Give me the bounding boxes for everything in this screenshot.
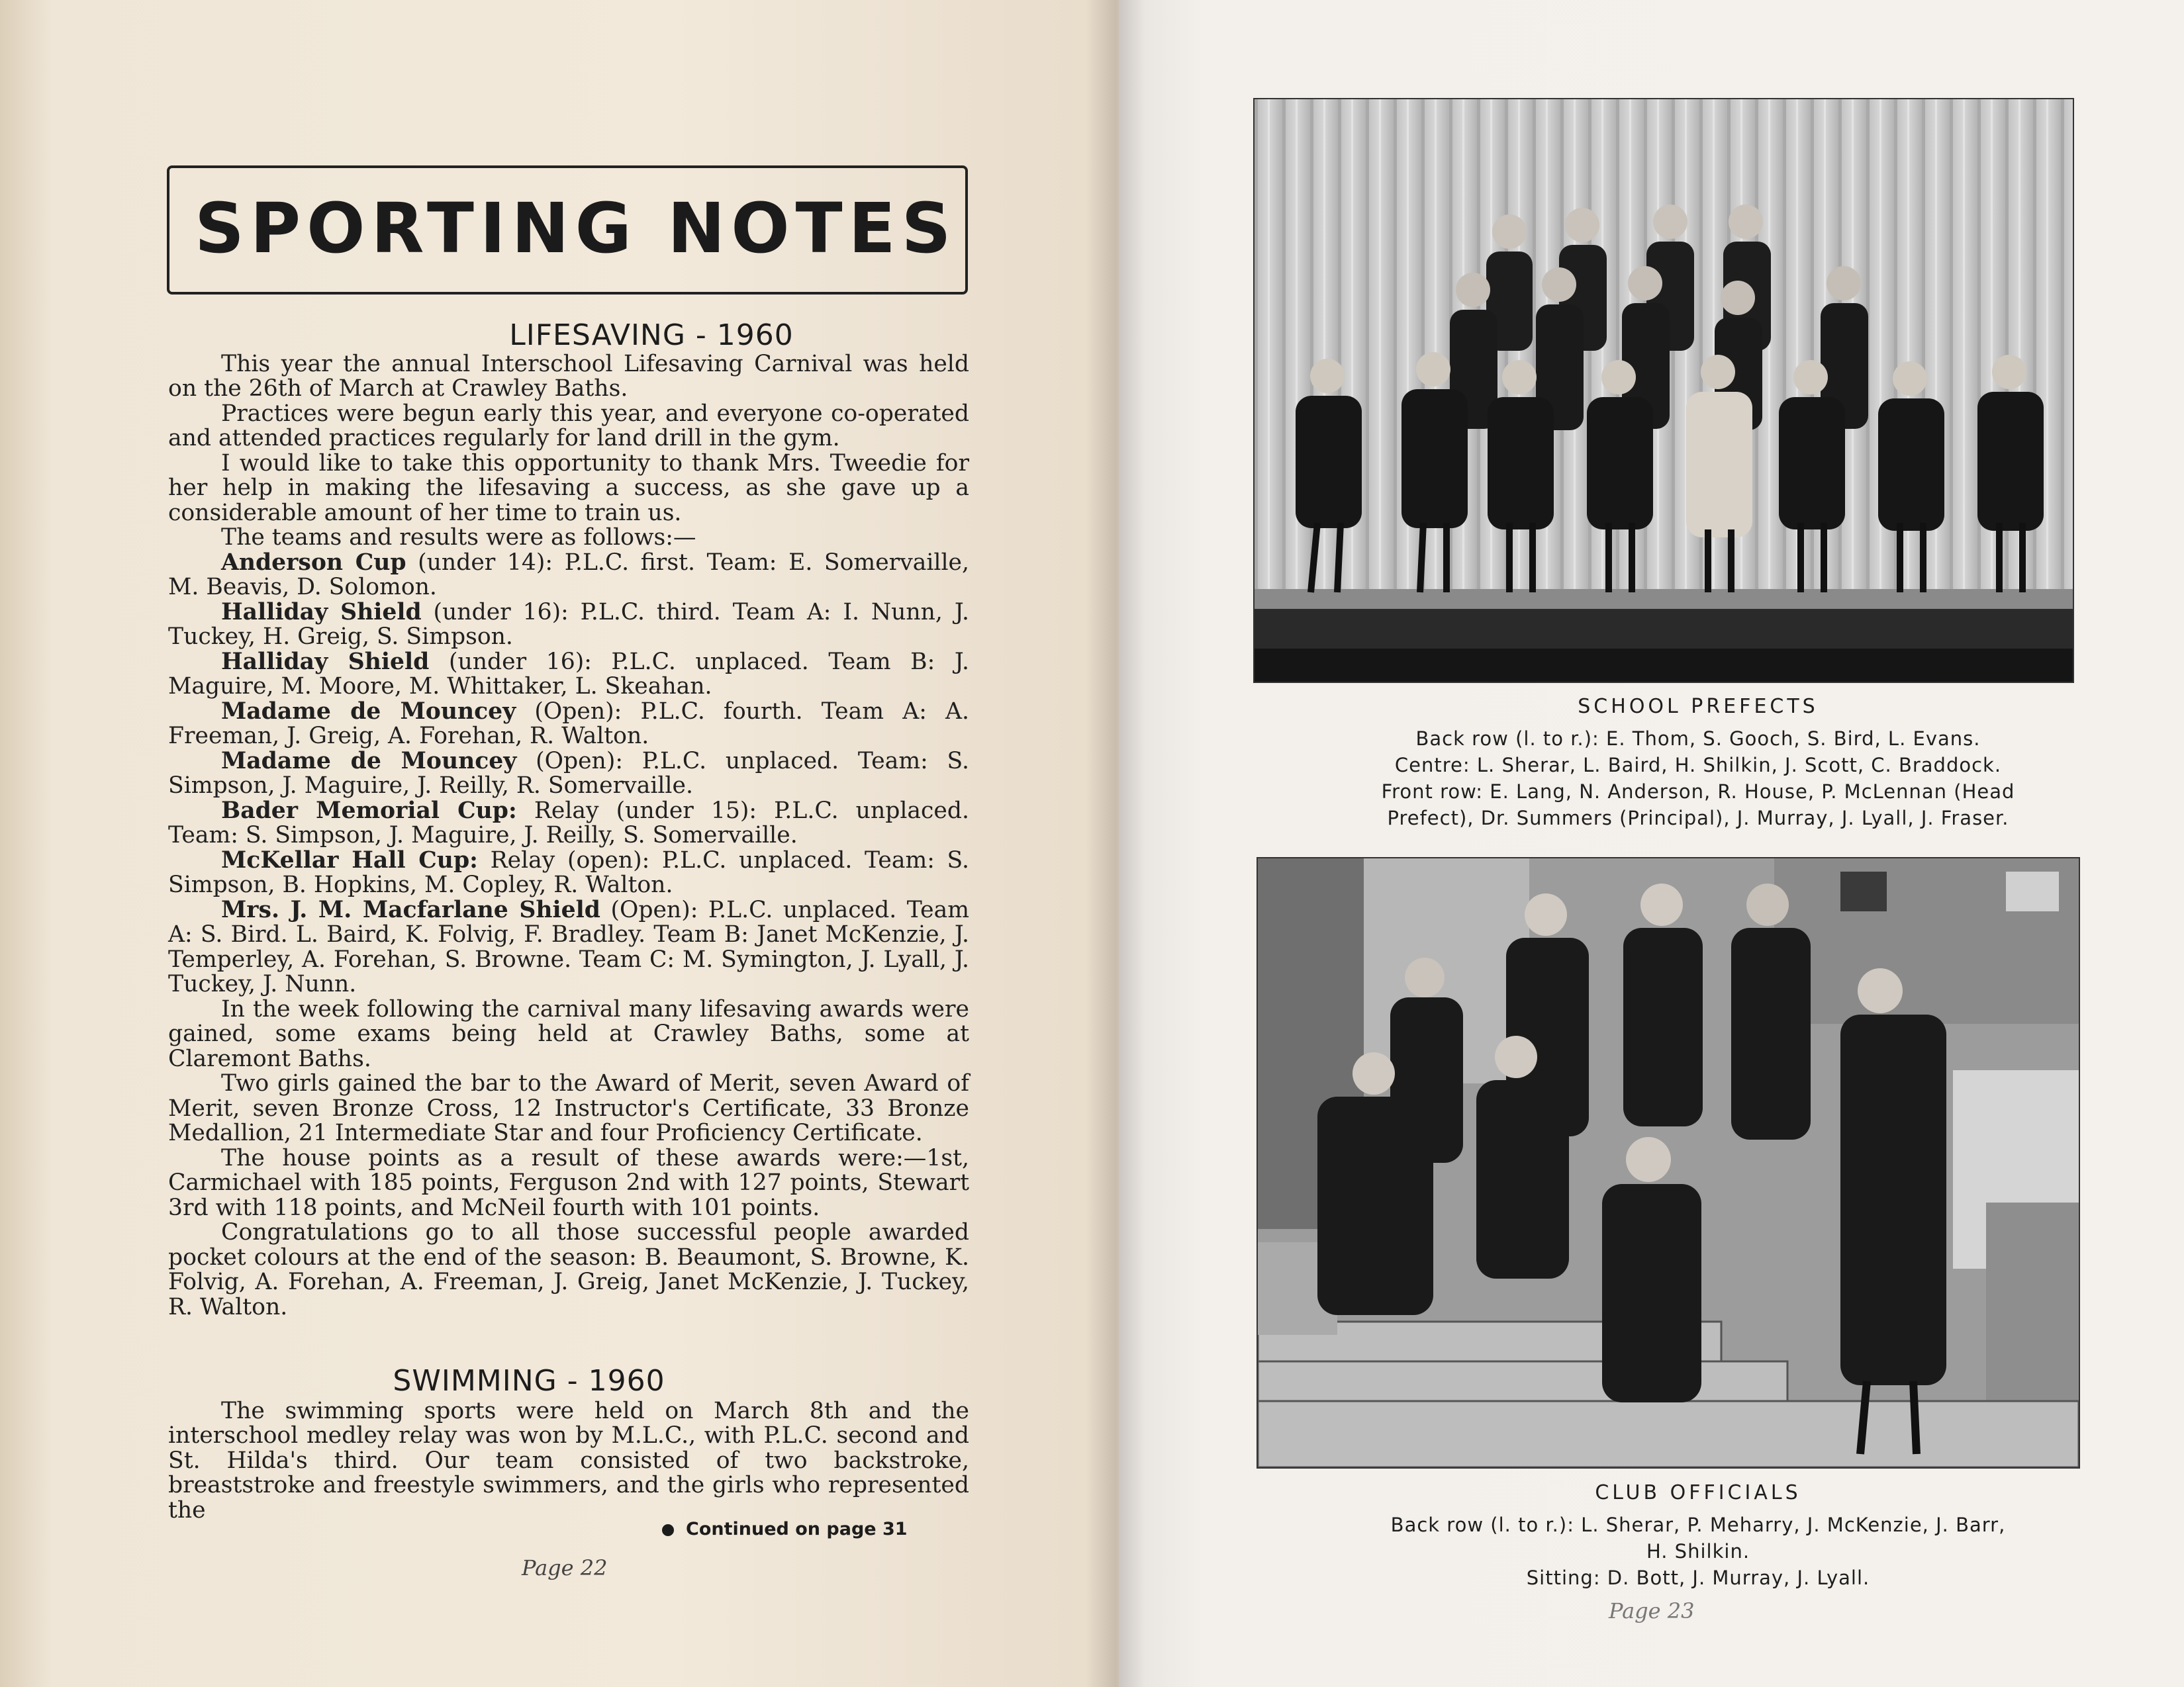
- paragraph: Practices were begun early this year, and everyone co-operated and attended practices regularly for land drill in the gym.: [168, 400, 969, 451]
- page-number-left: Page 22: [522, 1555, 608, 1580]
- swimming-heading: SWIMMING - 1960: [393, 1364, 665, 1398]
- club-officials-caption: [1258, 1480, 2138, 1591]
- prefects-photo: [1253, 98, 2074, 683]
- paragraph: Two girls gained the bar to the Award of Merit, seven Award of Merit, seven Bronze Cross, 12 Instructor's Certificate, 33 Bronze Medallion, 21 Intermediate Star and four Proficiency Certificate.: [168, 1070, 969, 1146]
- result-text: (Open): P.L.C. fourth. Team A: A. Freeman, J. Greig, A. Forehan, R. Walton.: [168, 698, 969, 749]
- caption-heading: CLUB OFFICIALS: [1595, 1481, 1801, 1504]
- trophy-name: Anderson Cup: [221, 549, 406, 576]
- book-gutter: [1086, 0, 1145, 1687]
- title-box: [167, 165, 968, 295]
- club-officials-photo-drawing: [1258, 858, 2079, 1467]
- paragraph: This year the annual Interschool Lifesaving Carnival was held on the 26th of March at Crawley Baths.: [168, 350, 969, 402]
- result-entry: [168, 650, 969, 700]
- result-entry: [168, 600, 969, 650]
- trophy-name: Halliday Shield: [221, 648, 430, 675]
- lifesaving-section: [168, 318, 969, 1320]
- paragraph: In the week following the carnival many lifesaving awards were gained, some exams being held at Crawley Baths, some at Claremont Baths.: [168, 995, 969, 1072]
- paragraph: The teams and results were as follows:—: [221, 524, 696, 551]
- page-title: SPORTING NOTES: [195, 188, 957, 269]
- caption-line: Prefect), Dr. Summers (Principal), J. Murray, J. Lyall, J. Fraser.: [1387, 807, 2009, 829]
- page-number-right: Page 23: [1609, 1598, 1695, 1623]
- swimming-section: [168, 1364, 969, 1524]
- lifesaving-heading: LIFESAVING - 1960: [509, 318, 794, 352]
- result-text: (under 16): P.L.C. third. Team A: I. Nunn, J. Tuckey, H. Greig, S. Simpson.: [168, 598, 969, 650]
- trophy-name: Bader Memorial Cup:: [221, 797, 517, 824]
- paragraph: The house points as a result of these awards were:—1st, Carmichael with 185 points, Ferguson 2nd with 127 points, Stewart 3rd with 118 points, and McNeil fourth with 101 points.: [168, 1144, 969, 1221]
- caption-heading: SCHOOL PREFECTS: [1578, 695, 1819, 718]
- caption-line: Sitting: D. Bott, J. Murray, J. Lyall.: [1526, 1567, 1870, 1589]
- caption-line: Back row (l. to r.): E. Thom, S. Gooch, S. Bird, L. Evans.: [1415, 727, 1981, 750]
- result-text: Relay (under 15): P.L.C. unplaced. Team: S. Simpson, J. Maguire, J. Reilly, S. Somervaille.: [168, 797, 969, 848]
- caption-line: Front row: E. Lang, N. Anderson, R. House, P. McLennan (Head: [1381, 780, 2015, 803]
- trophy-name: McKellar Hall Cup:: [221, 846, 478, 874]
- trophy-name: Halliday Shield: [221, 598, 422, 625]
- paragraph: Congratulations go to all those successful people awarded pocket colours at the end of the season: B. Beaumont, S. Browne, K. Folvig, A. Forehan, A. Freeman, J. Greig, Janet McKenzie, J. Tuckey, R. Walton.: [168, 1219, 969, 1320]
- paragraph: I would like to take this opportunity to thank Mrs. Tweedie for her help in making the lifesaving a success, as she gave up a considerable amount of her time to train us.: [168, 449, 969, 526]
- result-entry: [168, 700, 969, 749]
- result-entry: [168, 848, 969, 898]
- trophy-name: Madame de Mouncey: [221, 698, 516, 725]
- result-text: (under 14): P.L.C. first. Team: E. Somervaille, M. Beavis, D. Solomon.: [168, 549, 969, 600]
- caption-line: Centre: L. Sherar, L. Baird, H. Shilkin, J. Scott, C. Braddock.: [1394, 754, 2002, 776]
- trophy-name: Madame de Mouncey: [221, 747, 517, 774]
- result-entry: [168, 898, 969, 997]
- result-entry: [168, 799, 969, 848]
- caption-line: H. Shilkin.: [1646, 1540, 1750, 1563]
- trophy-name: Mrs. J. M. Macfarlane Shield: [221, 896, 600, 923]
- continued-note: Continued on page 31: [662, 1519, 908, 1539]
- result-entry: [168, 749, 969, 799]
- prefects-photo-drawing: [1255, 99, 2073, 682]
- club-officials-photo: [1257, 857, 2080, 1469]
- result-text: (Open): P.L.C. unplaced. Team: S. Simpson, J. Maguire, J. Reilly, R. Somervaille.: [168, 747, 969, 799]
- prefects-caption: [1258, 694, 2138, 831]
- result-text: (under 16): P.L.C. unplaced. Team B: J. Maguire, M. Moore, M. Whittaker, L. Skeahan.: [168, 648, 969, 700]
- result-text: Relay (open): P.L.C. unplaced. Team: S. Simpson, B. Hopkins, M. Copley, R. Walton.: [168, 846, 969, 898]
- bullet-icon: [662, 1524, 674, 1536]
- caption-line: Back row (l. to r.): L. Sherar, P. Meharry, J. McKenzie, J. Barr,: [1390, 1514, 2006, 1536]
- paragraph: The swimming sports were held on March 8th and the interschool medley relay was won by M.L.C., with P.L.C. second and St. Hilda's third. Our team consisted of two backstroke, breaststroke and freestyle swimmers, and the girls who represented the: [168, 1397, 969, 1524]
- result-entry: [168, 551, 969, 600]
- result-text: (Open): P.L.C. unplaced. Team A: S. Bird. L. Baird, K. Folvig, F. Bradley. Team B: Janet McKenzie, J. Temperley, A. Forehan, S. Browne. Team C: M. Symington, J. Lyall, J. Tuckey, J. Nunn.: [168, 896, 969, 997]
